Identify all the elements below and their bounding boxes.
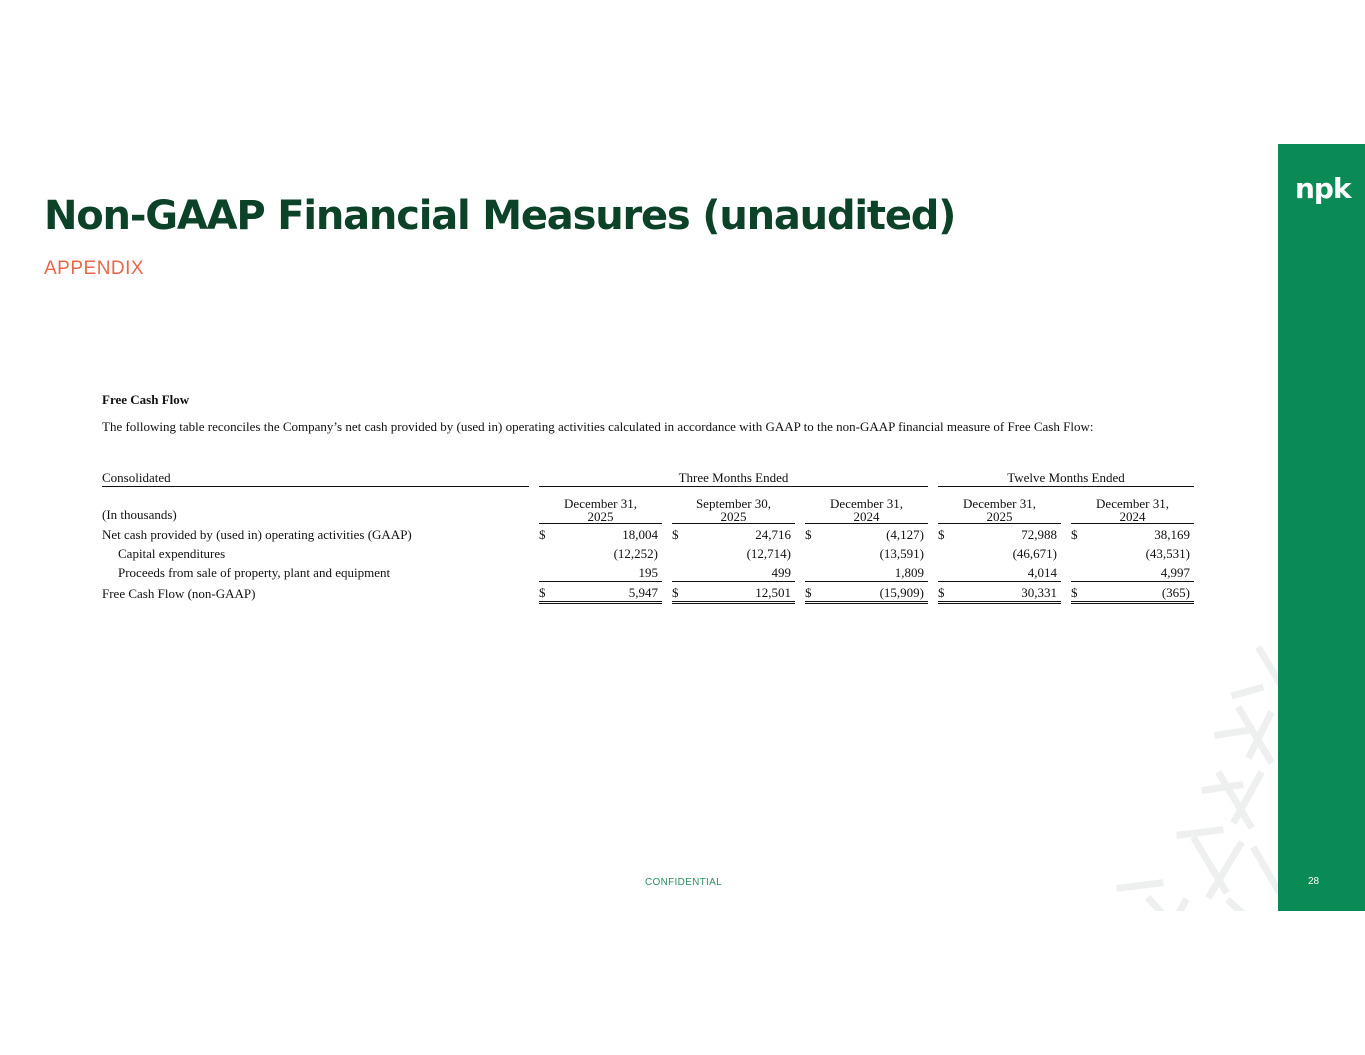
decorative-pattern-icon [1110,640,1278,911]
units-label: (In thousands) [102,507,177,522]
col-header: December 31, 2024 [1071,487,1194,524]
col-header: December 31, 2025 [938,487,1061,524]
group-header-row [102,467,1194,487]
column-header-row [102,487,1194,524]
section-label: APPENDIX [44,258,145,279]
doc-heading: Free Cash Flow [102,392,190,407]
table-row: Capital expenditures (12,252) (12,714) (13,591) (46,671) (43,531) [118,545,1190,561]
document-excerpt [102,392,1178,434]
col-header: September 30, 2025 [672,487,795,524]
free-cash-flow-table [102,467,1194,604]
page-number: 28 [1308,876,1320,887]
confidential-footer: CONFIDENTIAL [645,877,722,888]
col-header: December 31, 2024 [805,487,928,524]
group-three-months: Three Months Ended [539,467,928,487]
page-title: Non-GAAP Financial Measures (unaudited) [44,193,956,239]
doc-paragraph: The following table reconciles the Company’s net cash provided by (used in) operating activities calculated in accordance with GAAP to the non-GAAP financial measure of Free Cash Flow: [102,419,1094,434]
table-row: Net cash provided by (used in) operating activities (GAAP) $ 18,004 $ 24,716 $ (4,127) $ 72,988 $ 38,169 [102,526,1190,542]
col-header: December 31, 2025 [539,487,662,524]
brand-sidebar [1278,144,1365,911]
group-twelve-months: Twelve Months Ended [938,467,1194,487]
section-label-cell: Consolidated [102,467,529,487]
npk-logo: npk [1295,172,1351,205]
table-row: Proceeds from sale of property, plant and equipment 195 499 1,809 4,014 4,997 [118,564,1190,580]
table-row-total: Free Cash Flow (non-GAAP) $ 5,947 $ 12,501 $ (15,909) $ 30,331 $ (365) [102,581,1194,602]
